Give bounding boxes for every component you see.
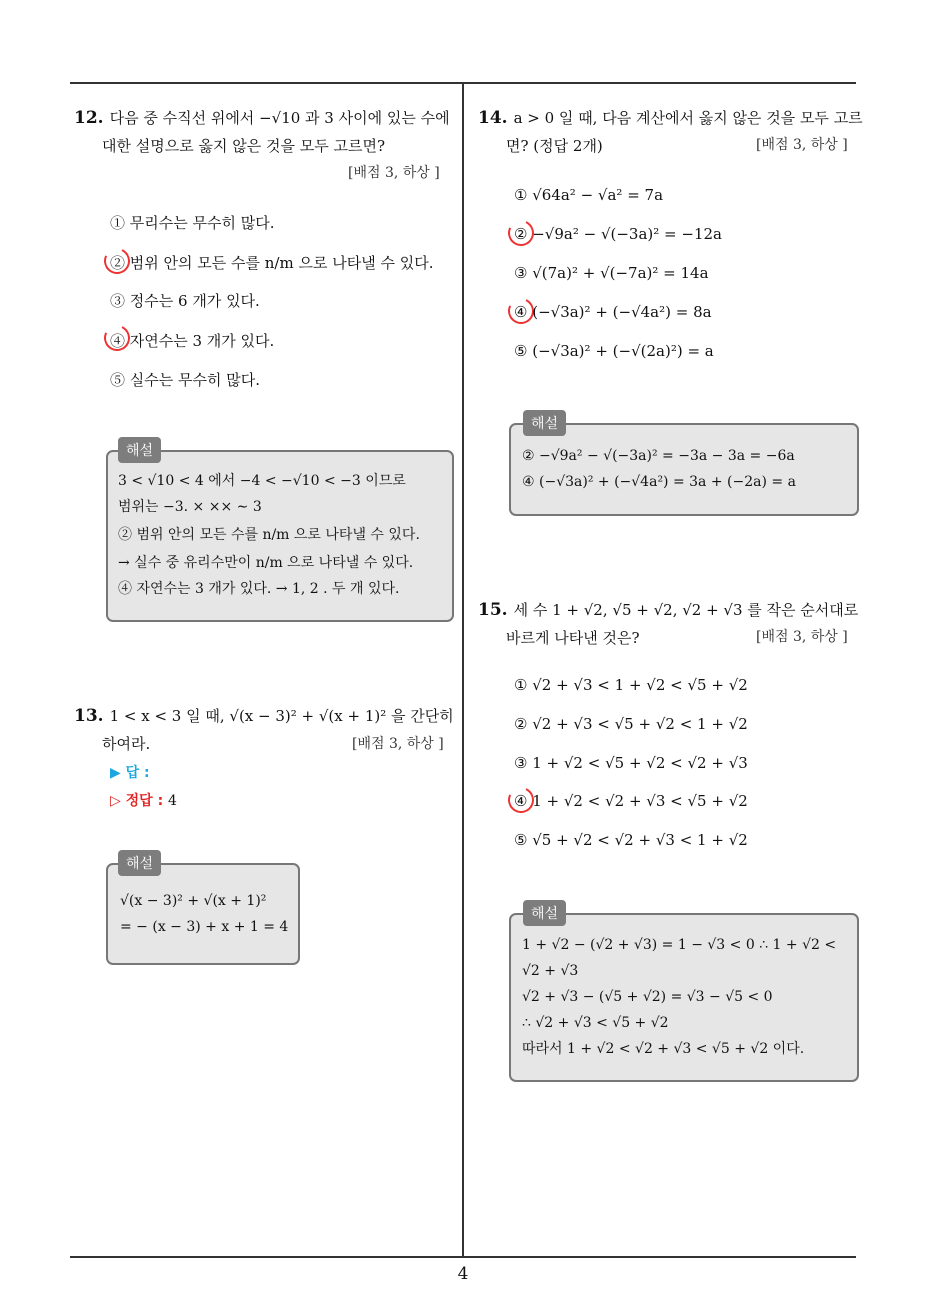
q13-correct-label-text: ▷ 정답 : bbox=[110, 793, 164, 809]
q13-correct-label bbox=[110, 790, 177, 810]
q12-solution-line-5: ④ 자연수는 3 개가 있다. → 1, 2 . 두 개 있다. bbox=[118, 581, 400, 597]
q13-correct-value: 4 bbox=[168, 793, 177, 809]
q12-option-5[interactable]: ⑤ 실수는 무수히 많다. bbox=[110, 371, 260, 389]
q12-question bbox=[74, 104, 459, 160]
q13-text-line1: 1 < x < 3 일 때, √(x − 3)² + √(x + 1)² 을 간단히 bbox=[109, 707, 454, 725]
q14-solution-line-2: ④ (−√3a)² + (−√4a²) = 3a + (−2a) = a bbox=[522, 474, 796, 490]
q15-option-5[interactable]: ⑤ √5 + √2 < √2 + √3 < 1 + √2 bbox=[514, 831, 748, 849]
q15-number: 15. bbox=[478, 600, 508, 620]
q15-solution-line-1: 1 + √2 − (√2 + √3) = 1 − √3 < 0 ∴ 1 + √2 < bbox=[522, 937, 837, 953]
q15-solution-line-3: √2 + √3 − (√5 + √2) = √3 − √5 < 0 bbox=[522, 989, 773, 1005]
q13-score: [배점 3, 하상 ] bbox=[352, 736, 444, 752]
q14-option-1[interactable]: ① √64a² − √a² = 7a bbox=[514, 186, 664, 204]
q12-option-4[interactable]: ④ 자연수는 3 개가 있다. bbox=[110, 332, 275, 350]
q15-text-line2: 바르게 나타낸 것은? bbox=[506, 629, 640, 647]
q13-number: 13. bbox=[74, 706, 104, 726]
column-divider bbox=[462, 82, 464, 1257]
q12-text-line1: 다음 중 수직선 위에서 −√10 과 3 사이에 있는 수에 bbox=[109, 109, 450, 127]
q14-number: 14. bbox=[478, 108, 508, 128]
q13-answer-label: ▶ 답 : bbox=[110, 765, 150, 781]
q14-option-3[interactable]: ③ √(7a)² + √(−7a)² = 14a bbox=[514, 264, 709, 282]
q13-solution-line-2: = − (x − 3) + x + 1 = 4 bbox=[120, 919, 289, 935]
q15-option-1[interactable]: ① √2 + √3 < 1 + √2 < √5 + √2 bbox=[514, 676, 748, 694]
q14-text-line2: 면? (정답 2개) bbox=[506, 137, 603, 155]
q14-text-line1: a > 0 일 때, 다음 계산에서 옳지 않은 것을 모두 고르 bbox=[513, 109, 863, 127]
q12-score: [배점 3, 하상 ] bbox=[348, 165, 440, 181]
q12-solution-line-1: 3 < √10 < 4 에서 −4 < −√10 < −3 이므로 bbox=[118, 473, 406, 489]
q12-option-3[interactable]: ③ 정수는 6 개가 있다. bbox=[110, 292, 260, 310]
q14-option-4[interactable]: ④ (−√3a)² + (−√4a²) = 8a bbox=[514, 303, 712, 321]
bottom-rule bbox=[70, 1256, 856, 1258]
q12-number: 12. bbox=[74, 108, 104, 128]
q14-solution-tab: 해설 bbox=[523, 410, 566, 436]
q13-solution-tab: 해설 bbox=[118, 850, 161, 876]
q12-text-line2: 대한 설명으로 옳지 않은 것을 모두 고르면? bbox=[102, 137, 385, 155]
q15-solution-line-2: √2 + √3 bbox=[522, 963, 579, 979]
q13-solution-line-1: √(x − 3)² + √(x + 1)² bbox=[120, 893, 267, 909]
q15-option-4[interactable]: ④ 1 + √2 < √2 + √3 < √5 + √2 bbox=[514, 792, 748, 810]
q12-solution-line-3: ② 범위 안의 모든 수를 n/m 으로 나타낼 수 있다. bbox=[118, 527, 420, 543]
q15-solution-line-4: ∴ √2 + √3 < √5 + √2 bbox=[522, 1015, 669, 1031]
q15-option-2[interactable]: ② √2 + √3 < √5 + √2 < 1 + √2 bbox=[514, 715, 748, 733]
q12-solution-line-4: → 실수 중 유리수만이 n/m 으로 나타낼 수 있다. bbox=[118, 555, 414, 571]
q14-score: [배점 3, 하상 ] bbox=[756, 137, 848, 153]
q13-text-line2: 하여라. bbox=[102, 735, 151, 753]
q12-option-1[interactable]: ① 무리수는 무수히 많다. bbox=[110, 214, 275, 232]
q15-text-line1: 세 수 1 + √2, √5 + √2, √2 + √3 를 작은 순서대로 bbox=[513, 601, 859, 619]
q15-solution-tab: 해설 bbox=[523, 900, 566, 926]
q12-solution-tab: 해설 bbox=[118, 437, 161, 463]
q14-option-2[interactable]: ② −√9a² − √(−3a)² = −12a bbox=[514, 225, 722, 243]
q14-solution-line-1: ② −√9a² − √(−3a)² = −3a − 3a = −6a bbox=[522, 448, 795, 464]
q14-option-5[interactable]: ⑤ (−√3a)² + (−√(2a)²) = a bbox=[514, 342, 714, 360]
q12-solution-line-2: 범위는 −3. × ×× ∼ 3 bbox=[118, 499, 262, 515]
q15-option-3[interactable]: ③ 1 + √2 < √5 + √2 < √2 + √3 bbox=[514, 754, 748, 772]
q12-option-2[interactable]: ② 범위 안의 모든 수를 n/m 으로 나타낼 수 있다. bbox=[110, 254, 434, 272]
q15-solution-line-5: 따라서 1 + √2 < √2 + √3 < √5 + √2 이다. bbox=[522, 1041, 805, 1057]
q15-score: [배점 3, 하상 ] bbox=[756, 629, 848, 645]
page-number: 4 bbox=[457, 1264, 469, 1284]
